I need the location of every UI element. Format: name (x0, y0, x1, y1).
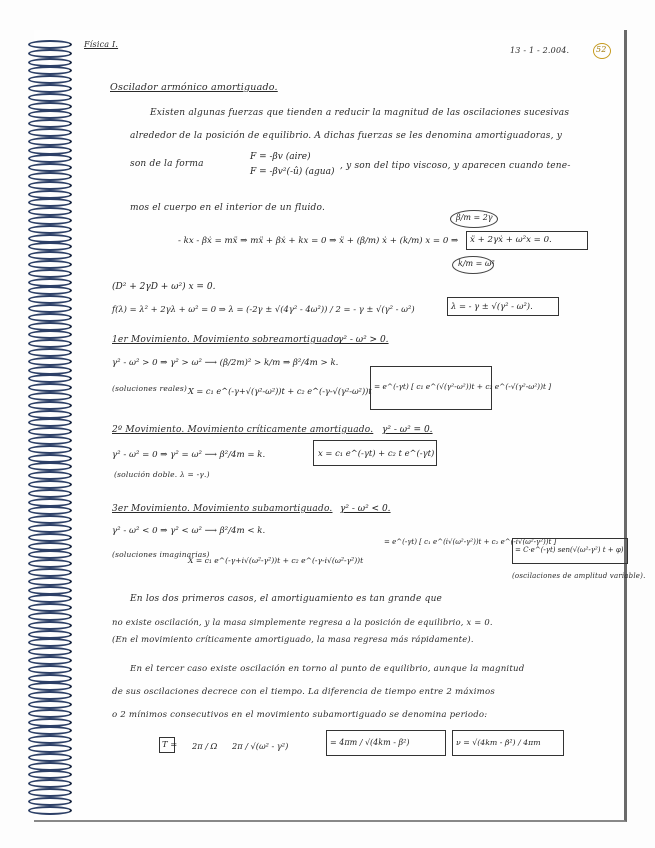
period-lhs: T = (162, 739, 178, 749)
spiral-coil (28, 568, 72, 577)
case2-condition: γ² - ω² = 0. (382, 425, 433, 435)
force-water: F = -βv²(-û) (agua) (250, 167, 335, 177)
spiral-coil (28, 427, 72, 436)
spiral-coil (28, 480, 72, 489)
spiral-coil (28, 770, 72, 779)
spiral-coil (28, 146, 72, 155)
circled-term-bottom-text: k/m = ω² (458, 259, 495, 268)
paragraph-three-line-1: En el tercer caso existe oscilación en torno al punto de equilibrio, aunque la magnitud (130, 664, 525, 674)
spiral-coil (28, 260, 72, 269)
spiral-coil (28, 744, 72, 753)
spiral-coil (28, 313, 72, 322)
spiral-coil (28, 234, 72, 243)
characteristic-boxed: λ = - γ ± √(γ² - ω²). (451, 301, 533, 311)
spiral-coil (28, 594, 72, 603)
spiral-coil (28, 498, 72, 507)
spiral-coil (28, 418, 72, 427)
spiral-coil (28, 102, 72, 111)
spiral-coil (28, 154, 72, 163)
spiral-coil (28, 471, 72, 480)
spiral-coil (28, 401, 72, 410)
spiral-coil (28, 225, 72, 234)
paragraph-two-line-2: no existe oscilación, y la masa simplemente regresa a la posición de equilibrio, x = 0. (112, 617, 493, 627)
spiral-coil (28, 40, 72, 49)
intro-line-2: alrededor de la posición de equilibrio. A dichas fuerzas se les denomina amortiguadoras, y (130, 131, 562, 141)
case1-line: γ² - ω² > 0 ⇒ γ² > ω² ⟶ (β/2m)² > k/m ⇒ β²/4m > k. (112, 358, 339, 368)
spiral-coil (28, 137, 72, 146)
spiral-coil (28, 515, 72, 524)
spiral-coil (28, 753, 72, 762)
case2-boxed: x = c₁ e^(-γt) + c₂ t e^(-γt) (318, 448, 435, 458)
spiral-coil (28, 66, 72, 75)
spiral-coil (28, 603, 72, 612)
case1-boxed: = e^(-γt) [ c₁ e^(√(γ²-ω²))t + c₂ e^(-√(γ²-ω²))t ] (374, 382, 552, 391)
spiral-coil (28, 524, 72, 533)
spiral-coil (28, 550, 72, 559)
boxed-equation: ẍ + 2γẋ + ω²x = 0. (470, 235, 552, 245)
characteristic-equation: f(λ) = λ² + 2γλ + ω² = 0 ⇒ λ = (-2γ ± √(4γ² - 4ω²)) / 2 = - γ ± √(γ² - ω²) (112, 304, 415, 314)
case1-heading: 1er Movimiento. Movimiento sobreamortiguado. (112, 335, 343, 345)
subject-label: Física I. (84, 40, 119, 49)
period-T-boxed: = 4πm / √(4km - β²) (330, 738, 410, 747)
spiral-coil (28, 682, 72, 691)
spiral-coil (28, 278, 72, 287)
spiral-coil (28, 806, 72, 815)
paragraph-two-line-1: En los dos primeros casos, el amortiguamiento es tan grande que (130, 594, 443, 604)
spiral-coil (28, 489, 72, 498)
spiral-coil (28, 163, 72, 172)
case3-boxed: = C·e^(-γt) sen(√(ω²-γ²) t + φ) (515, 546, 624, 554)
intro-line-1: Existen algunas fuerzas que tienden a reducir la magnitud de las oscilaciones sucesivas (150, 108, 570, 118)
spiral-coil (28, 251, 72, 260)
intro-line-3b: , y son del tipo viscoso, y aparecen cuando tene- (340, 161, 571, 171)
paragraph-three-line-2: de sus oscilaciones decrece con el tiempo. La diferencia de tiempo entre 2 máximos (112, 687, 495, 697)
circled-term-top-text: β/m = 2γ (456, 213, 493, 222)
case2-note: (solución doble. λ = -γ.) (114, 470, 210, 479)
case3-line: γ² - ω² < 0 ⇒ γ² < ω² ⟶ β²/4m < k. (112, 526, 266, 536)
spiral-coil (28, 392, 72, 401)
spiral-coil (28, 410, 72, 419)
spiral-coil (28, 207, 72, 216)
spiral-coil (28, 383, 72, 392)
spiral-coil (28, 621, 72, 630)
spiral-coil (28, 436, 72, 445)
spiral-coil (28, 674, 72, 683)
spiral-coil (28, 709, 72, 718)
spiral-coil (28, 462, 72, 471)
case3-boxed-note: (oscilaciones de amplitud variable). (512, 572, 646, 580)
spiral-coil (28, 58, 72, 67)
spiral-coil (28, 454, 72, 463)
spiral-coil (28, 788, 72, 797)
equation-chain: - kx - βẋ = mẍ ⇒ mẍ + βẋ + kx = 0 ⇒ ẍ + (β/m) ẋ + (k/m) x = 0 ⇒ (178, 236, 459, 246)
spiral-coil (28, 612, 72, 621)
paragraph-three-line-3: o 2 mínimos consecutivos en el movimiento subamortiguado se denomina periodo: (112, 710, 488, 720)
intro-line-3a: son de la forma (130, 159, 204, 169)
case1-note: (soluciones reales) (112, 384, 188, 393)
spiral-coil (28, 330, 72, 339)
period-frac-1: 2π / Ω (192, 741, 218, 751)
spiral-coil (28, 93, 72, 102)
spiral-coil (28, 84, 72, 93)
spiral-coil (28, 269, 72, 278)
spiral-coil (28, 304, 72, 313)
case3-note: (soluciones imaginarias) (112, 550, 210, 559)
case3-solution: X = c₁ e^(-γ+i√(ω²-γ²))t + c₂ e^(-γ-i√(ω²-γ²))t (188, 556, 364, 565)
case3-heading: 3er Movimiento. Movimiento subamortiguado. (112, 504, 333, 514)
spiral-coil (28, 374, 72, 383)
spiral-coil (28, 665, 72, 674)
spiral-coil (28, 700, 72, 709)
spiral-coil (28, 542, 72, 551)
spiral-coil (28, 735, 72, 744)
spiral-coil (28, 348, 72, 357)
spiral-coil (28, 119, 72, 128)
case3-middle: = e^(-γt) [ c₁ e^(i√(ω²-γ²))t + c₂ e^(-i√(ω²-γ²))t ] (384, 538, 557, 546)
spiral-coil (28, 75, 72, 84)
case1-solution: X = c₁ e^(-γ+√(γ²-ω²))t + c₂ e^(-γ-√(γ²-ω²))t (188, 386, 372, 396)
spiral-coil (28, 339, 72, 348)
spiral-coil (28, 357, 72, 366)
spiral-coil (28, 726, 72, 735)
spiral-coil (28, 190, 72, 199)
spiral-coil (28, 322, 72, 331)
spiral-coil (28, 242, 72, 251)
spiral-coil (28, 198, 72, 207)
spiral-coil (28, 286, 72, 295)
page-title: Oscilador armónico amortiguado. (110, 82, 278, 93)
page-number: 52 (596, 45, 607, 54)
spiral-coil (28, 533, 72, 542)
spiral-coil (28, 559, 72, 568)
case2-heading: 2º Movimiento. Movimiento críticamente amortiguado. (112, 425, 374, 435)
spiral-coil (28, 216, 72, 225)
paragraph-two-line-3: (En el movimiento críticamente amortiguado, la masa regresa más rápidamente). (112, 634, 474, 644)
spiral-coil (28, 691, 72, 700)
force-air: F = -βv (aire) (250, 152, 311, 162)
spiral-coil (28, 128, 72, 137)
intro-line-4: mos el cuerpo en el interior de un fluido. (130, 203, 326, 213)
spiral-coil (28, 181, 72, 190)
spiral-coil (28, 506, 72, 515)
spiral-coil (28, 630, 72, 639)
spiral-coil (28, 656, 72, 665)
spiral-coil (28, 797, 72, 806)
spiral-coil (28, 49, 72, 58)
spiral-coil (28, 577, 72, 586)
spiral-coil (28, 762, 72, 771)
operator-equation: (D² + 2γD + ω²) x = 0. (112, 282, 216, 292)
spiral-coil (28, 779, 72, 788)
spiral-coil (28, 586, 72, 595)
spiral-coil (28, 647, 72, 656)
spiral-coil (28, 172, 72, 181)
period-nu-boxed: ν = √(4km - β²) / 4πm (456, 738, 541, 747)
spiral-coil (28, 366, 72, 375)
spiral-coil (28, 638, 72, 647)
spiral-coil (28, 295, 72, 304)
date-label: 13 - 1 - 2.004. (510, 46, 570, 55)
spiral-binding (28, 40, 74, 820)
spiral-coil (28, 110, 72, 119)
spiral-coil (28, 718, 72, 727)
case2-line: γ² - ω² = 0 ⇒ γ² = ω² ⟶ β²/4m = k. (112, 450, 266, 460)
period-frac-2: 2π / √(ω² - γ²) (232, 741, 289, 751)
case1-condition: γ² - ω² > 0. (338, 335, 389, 345)
spiral-coil (28, 445, 72, 454)
case3-condition: γ² - ω² < 0. (340, 504, 391, 514)
